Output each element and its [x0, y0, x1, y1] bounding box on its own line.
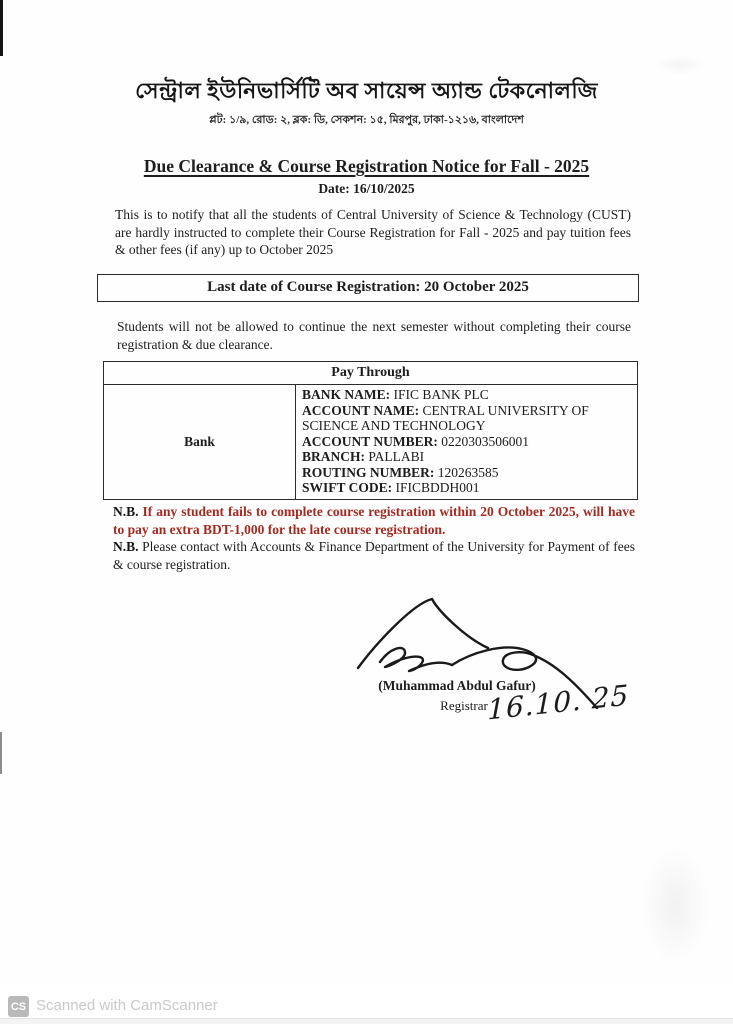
signatory-name: (Muhammad Abdul Gafur) [378, 678, 536, 693]
notice-title-text: Due Clearance & Course Registration Notice for Fall - 2025 [143, 156, 590, 176]
scan-smudge-top [655, 55, 705, 75]
scan-smudge [640, 845, 710, 965]
bank-detail-row [302, 434, 631, 450]
bank-detail-row [302, 465, 631, 481]
detail-label: ACCOUNT NUMBER: [302, 433, 438, 449]
detail-label: SWIFT CODE: [302, 480, 393, 495]
nb-prefix: N.B. [113, 539, 139, 554]
detail-value: PALLABI [368, 449, 425, 464]
payment-method-cell: Bank [104, 385, 296, 500]
scan-edge-artifact-top [0, 0, 3, 56]
university-name: সেন্ট্রাল ইউনিভার্সিটি অব সায়েন্স অ্যান্ড টেকনোলজি [135, 78, 598, 103]
handwritten-date: 16.10. 25 [487, 678, 630, 727]
camscanner-text: Scanned with CamScanner [36, 997, 218, 1014]
contact-note-text: Please contact with Accounts & Finance Department of the University for Payment of fees & course registration. [113, 539, 635, 572]
scan-edge-artifact-mid [0, 732, 2, 774]
bank-detail-row [302, 480, 631, 496]
detail-label: ACCOUNT NAME: [302, 402, 420, 418]
detail-label: BRANCH: [302, 449, 365, 464]
camscanner-watermark [0, 988, 733, 1018]
notice-date: Date: 16/10/2025 [318, 181, 415, 196]
late-fee-note-text: If any student fails to complete course registration within 20 October 2025, will have to pay an extra BDT-1,000 for the late course registration. [113, 504, 636, 537]
detail-value: IFIC BANK PLC [393, 387, 489, 402]
notice-title [0, 156, 733, 177]
bank-detail-row [302, 387, 631, 403]
warning-paragraph: Students will not be allowed to continue the next semester without completing their course registration & due clearance. [117, 319, 631, 352]
detail-label: BANK NAME: [302, 387, 391, 402]
camscanner-logo-icon: CS [8, 996, 29, 1017]
detail-value: 0220303506001 [441, 433, 530, 449]
detail-value: CENTRAL UNIVERSITY OF SCIENCE AND TECHNOLOGY [302, 402, 589, 433]
bank-details-cell [296, 385, 638, 500]
detail-value: IFICBDDH001 [395, 480, 480, 495]
deadline-box: Last date of Course Registration: 20 October 2025 [97, 274, 639, 302]
pay-table-header-row [104, 362, 638, 385]
university-address: প্লট: ১/৯, রোড: ২, ব্লক: ডি, সেকশন: ১৫, মিরপুর, ঢাকা-১২১৬, বাংলাদেশ [209, 114, 524, 126]
pay-table-title: Pay Through [104, 362, 638, 385]
pay-table [103, 361, 638, 500]
nb-prefix: N.B. [113, 504, 139, 519]
contact-note [113, 538, 635, 573]
pay-table-body-row [104, 385, 638, 500]
late-fee-note [113, 503, 635, 538]
detail-value: 120263585 [437, 464, 499, 480]
bank-detail-row [302, 403, 631, 434]
intro-paragraph: This is to notify that all the students of Central University of Science & Technology (CUST) are hardly instructed to complete their Course Registration for Fall - 2025 and pay tuition fees & other fees (if any) up to October 2025 [115, 207, 631, 257]
signatory-designation: Registrar [440, 698, 488, 713]
footer-strip [0, 1018, 733, 1024]
detail-label: ROUTING NUMBER: [302, 464, 435, 480]
bank-detail-row [302, 449, 631, 465]
